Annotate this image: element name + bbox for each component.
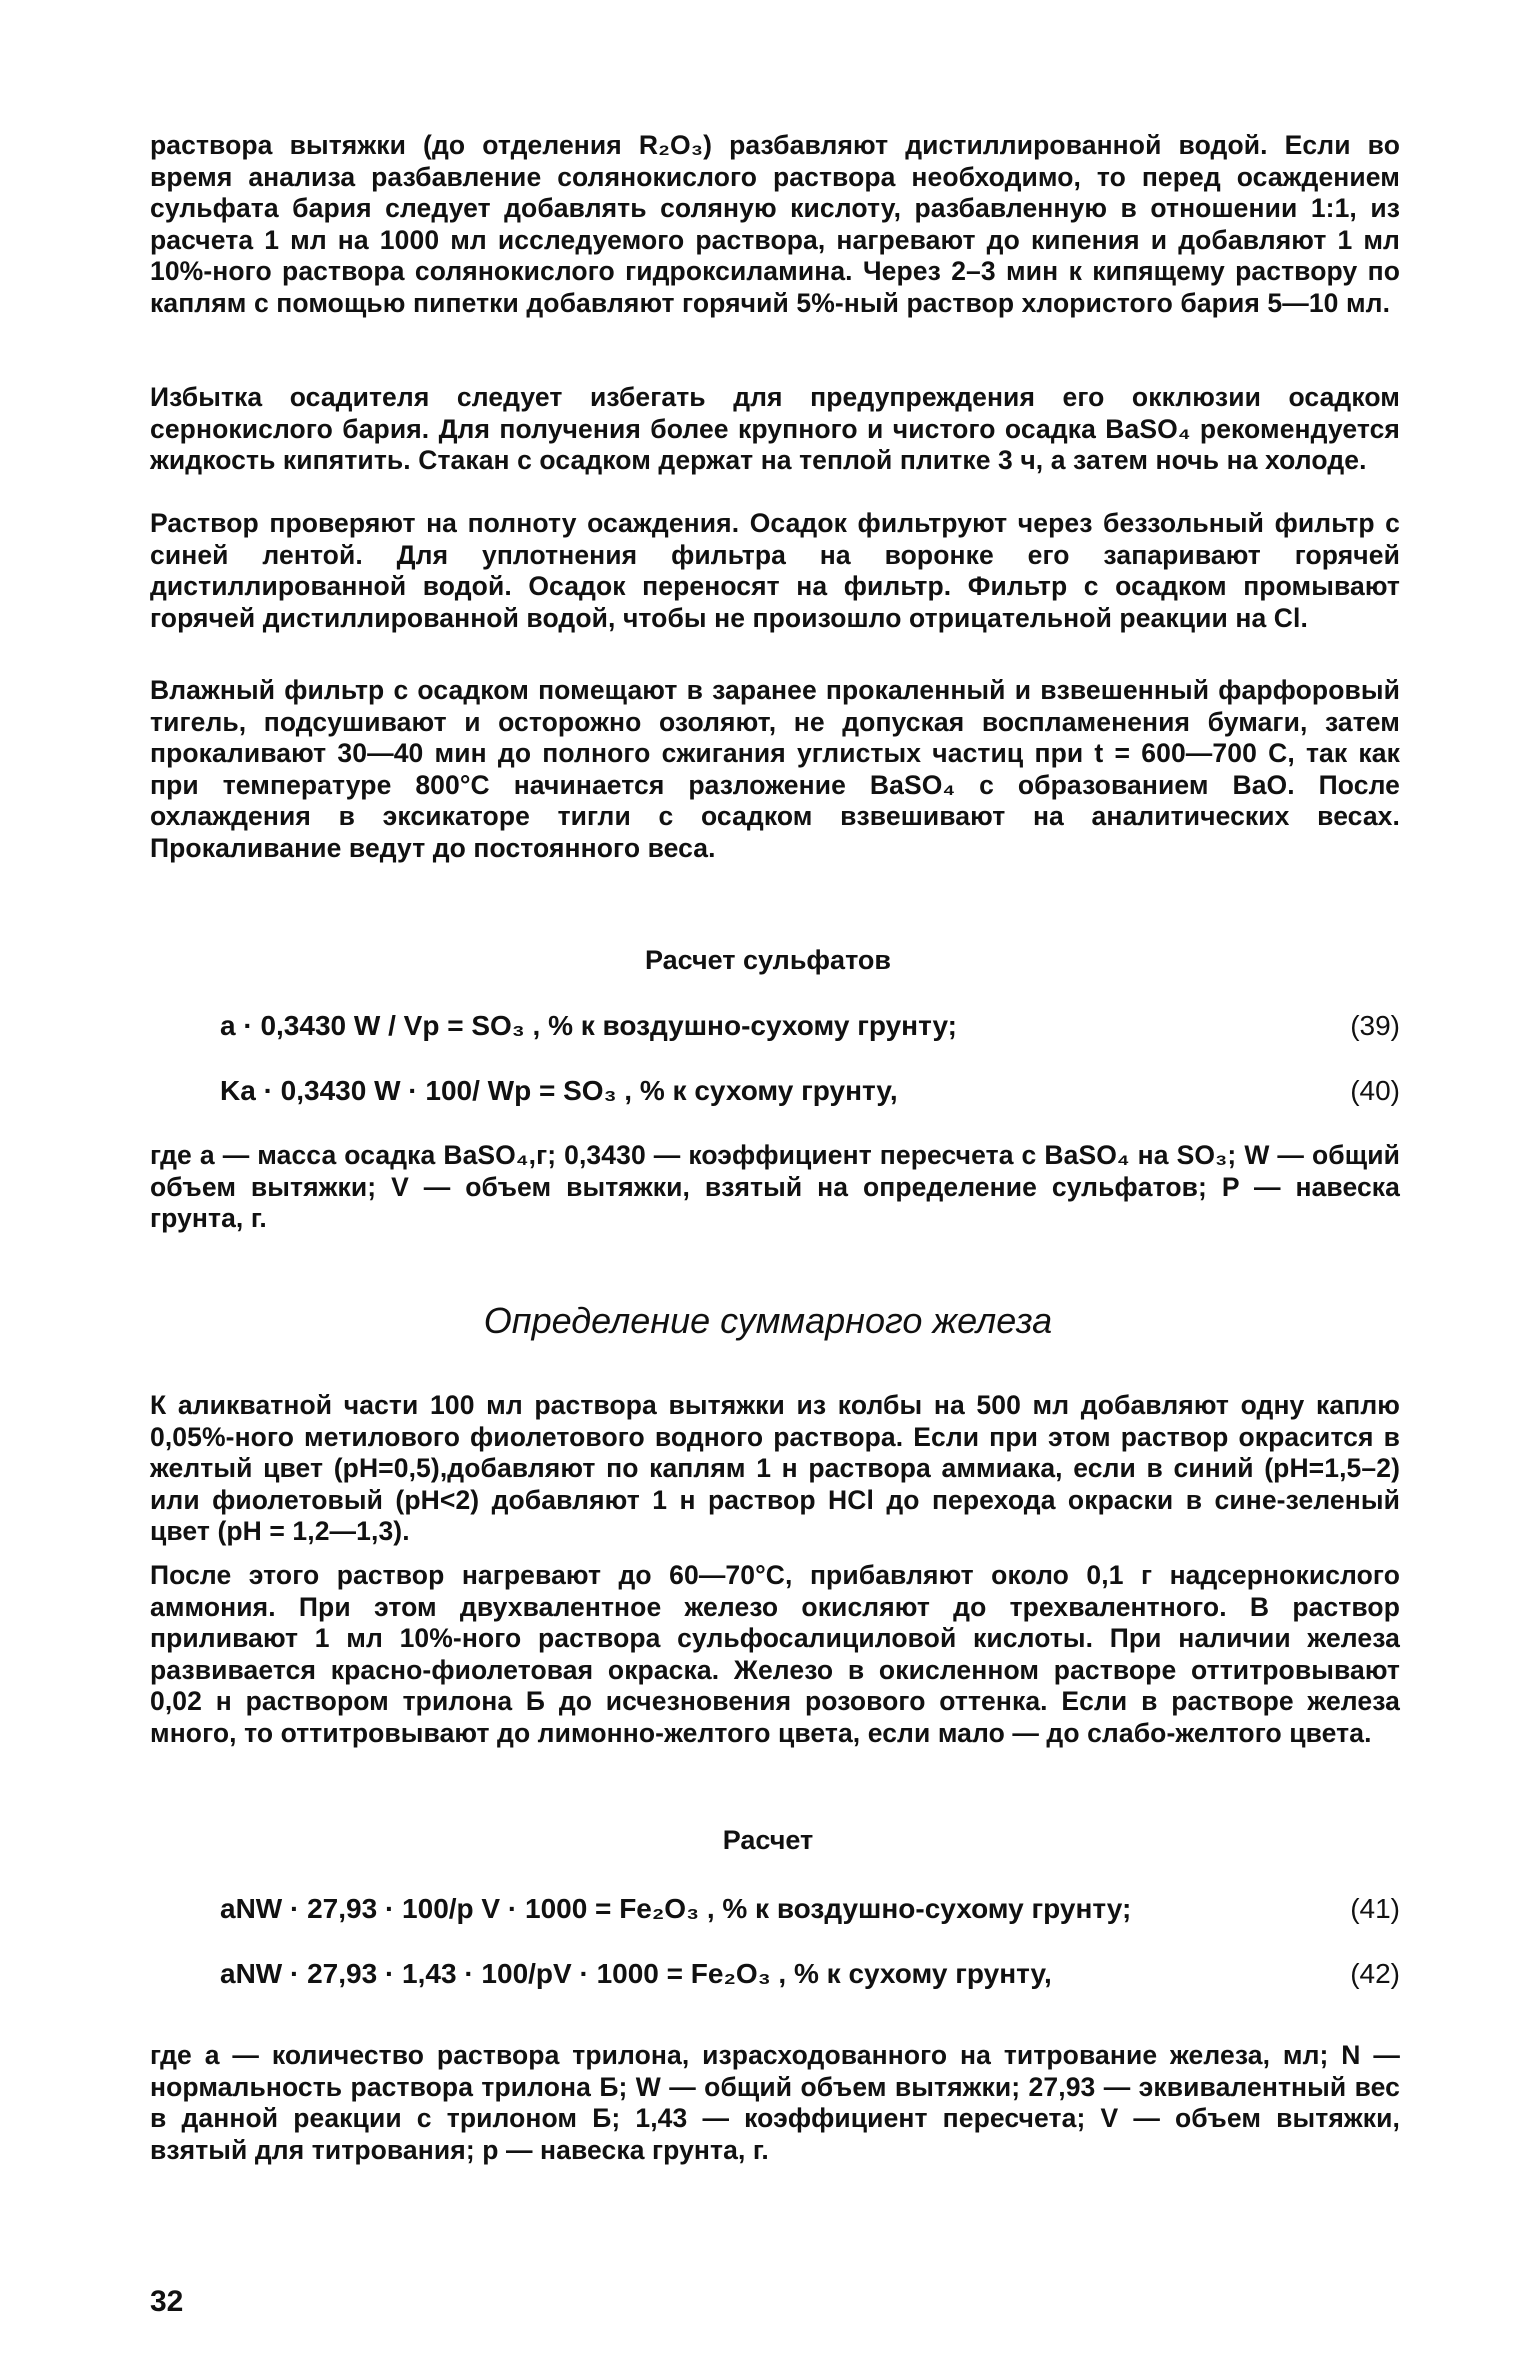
paragraph-text: где a — масса осадка BaSO₄,г; 0,3430 — коэффициент пересчета с BaSO₄ на SO₃; W — общий объем вытяжки; V — объем вытяжки, взятый на определение сульфатов; P — навеска грунта, г. — [150, 1140, 1400, 1233]
paragraph-text: раствора вытяжки (до отделения R₂O₃) разбавляют дистиллированной водой. Если во время анализа разбавление солянокислого раствора необходимо, то перед осаждением сульфата бария следует добавлять соляную кислоту, разбавленную в отношении 1:1, из расчета 1 мл на 1000 мл исследуемого раствора, нагревают до кипения и добавляют 1 мл 10%-ного раствора солянокислого гидроксиламина. Через 2–3 мин к кипящему раствору по каплям с помощью пипетки добавляют горячий 5%-ный раствор хлористого бария 5—10 мл. — [150, 130, 1400, 318]
formula-40 — [150, 1075, 1400, 1115]
paragraph-aliquot — [150, 1390, 1400, 1548]
paragraph-sulfate-legend — [150, 1140, 1400, 1235]
formula-number: (39) — [1350, 1010, 1400, 1041]
formula-text: aNW · 27,93 · 100/p V · 1000 = Fe₂O₃ , % к воздушно-сухому грунту; — [220, 1893, 1132, 1924]
paragraph-oxidation — [150, 1560, 1400, 1749]
paragraph-ignition — [150, 675, 1400, 864]
formula-39 — [150, 1010, 1400, 1050]
formula-41 — [150, 1893, 1400, 1933]
paragraph-text: К аликватной части 100 мл раствора вытяжки из колбы на 500 мл добавляют одну каплю 0,05%-ного метилового фиолетового водного раствора. Если при этом раствор окрасится в желтый цвет (pH=0,5),добавляют по каплям 1 н раствора аммиака, если в синий (pH=1,5–2) или фиолетовый (pH<2) добавляют 1 н раствор HCl до перехода окраски в сине-зеленый цвет (pH = 1,2—1,3). — [150, 1390, 1400, 1546]
paragraph-filtration — [150, 508, 1400, 634]
paragraph-precipitant — [150, 382, 1400, 477]
paragraph-text: Раствор проверяют на полноту осаждения. Осадок фильтруют через беззольный фильтр с синей лентой. Для уплотнения фильтра на воронке его запаривают горячей дистиллированной водой. Осадок переносят на фильтр. Фильтр с осадком промывают горячей дистиллированной водой, чтобы не произошло отрицательной реакции на Cl. — [150, 508, 1400, 633]
paragraph-text: Влажный фильтр с осадком помещают в заранее прокаленный и взвешенный фарфоровый тигель, подсушивают и осторожно озоляют, не допуская воспламенения бумаги, затем прокаливают 30—40 мин до полного сжигания углистых частиц при t = 600—700 C, так как при температуре 800°C начинается разложение BaSO₄ с образованием BaO. После охлаждения в эксикаторе тигли с осадком взвешивают на аналитических весах. Прокаливание ведут до постоянного веса. — [150, 675, 1400, 863]
page-number: 32 — [150, 2285, 184, 2318]
paragraph-dilution — [150, 130, 1400, 319]
paragraph-text: где a — количество раствора трилона, израсходованного на титрование железа, мл; N — нормальность раствора трилона Б; W — общий объем вытяжки; 27,93 — эквивалентный вес в данной реакции с трилоном Б; 1,43 — коэффициент пересчета; V — объем вытяжки, взятый для титрования; p — навеска грунта, г. — [150, 2040, 1400, 2165]
paragraph-iron-legend — [150, 2040, 1400, 2166]
formula-text: aNW · 27,93 · 1,43 · 100/pV · 1000 = Fe₂O₃ , % к сухому грунту, — [220, 1958, 1052, 1989]
section-title-iron: Определение суммарного железа — [483, 1300, 1053, 1341]
formula-number: (40) — [1350, 1075, 1400, 1106]
formula-42 — [150, 1958, 1400, 1998]
formula-number: (42) — [1350, 1958, 1400, 1989]
heading-sulfate-calculation: Расчет сульфатов — [644, 945, 892, 975]
heading-iron-calculation: Расчет — [722, 1825, 814, 1855]
formula-text: a · 0,3430 W / Vp = SO₃ , % к воздушно-сухому грунту; — [220, 1010, 958, 1041]
paragraph-text: Избытка осадителя следует избегать для предупреждения его окклюзии осадком сернокислого бария. Для получения более крупного и чистого осадка BaSO₄ рекомендуется жидкость кипятить. Стакан с осадком держат на теплой плитке 3 ч, а затем ночь на холоде. — [150, 382, 1400, 475]
formula-number: (41) — [1350, 1893, 1400, 1924]
paragraph-text: После этого раствор нагревают до 60—70°С, прибавляют около 0,1 г надсернокислого аммония. При этом двухвалентное железо окисляют до трехвалентного. В раствор приливают 1 мл 10%-ного раствора сульфосалициловой кислоты. При наличии железа развивается красно-фиолетовая окраска. Железо в окисленном растворе оттитровывают 0,02 н раствором трилона Б до исчезновения розового оттенка. Если в растворе железа много, то оттитровывают до лимонно-желтого цвета, если мало — до слабо-желтого цвета. — [150, 1560, 1400, 1748]
formula-text: Ka · 0,3430 W · 100/ Wp = SO₃ , % к сухому грунту, — [220, 1075, 898, 1106]
